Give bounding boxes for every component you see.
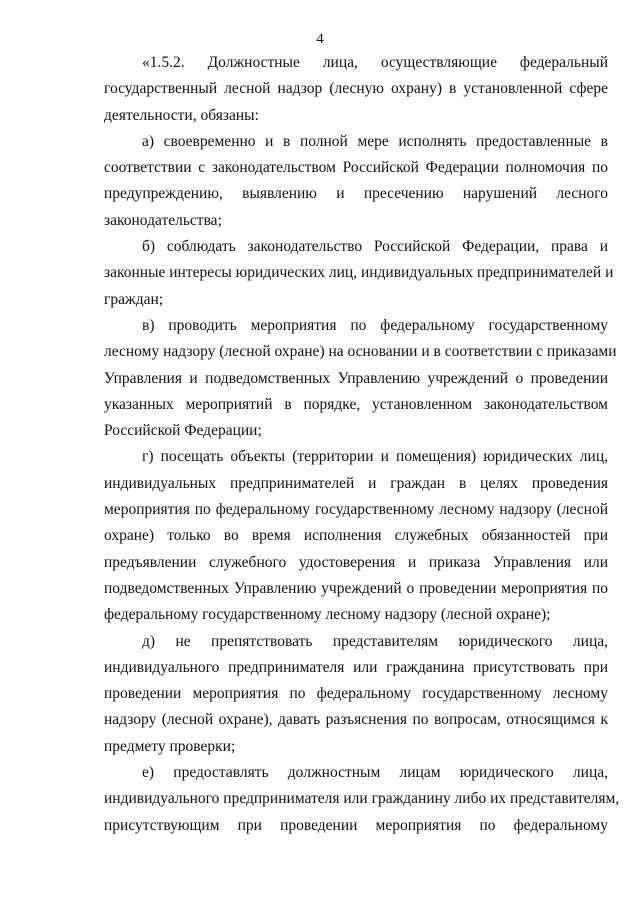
text-line: деятельности, обязаны:: [104, 106, 259, 124]
paragraph-item-d: [104, 629, 608, 760]
page-number: 4: [316, 31, 324, 47]
text-line: Российской Федерации;: [104, 422, 262, 440]
text-line: законные интересы юридических лиц, индивидуальных предпринимателей и: [104, 264, 614, 282]
text-line: индивидуальных предпринимателей и граждан в целях проведения: [104, 474, 608, 492]
text-line: лесному надзору (лесной охране) на основании и в соответствии с приказами: [104, 343, 617, 361]
text-line: предъявлении служебного удостоверения и приказа Управления или: [104, 553, 608, 571]
text-line: а) своевременно и в полной мере исполнять предоставленные в: [142, 132, 608, 150]
text-line: соответствии с законодательством Российской Федерации полномочия по: [104, 159, 608, 177]
paragraph-item-b: [104, 234, 614, 313]
text-line: Управления и подведомственных Управлению учреждений о проведении: [104, 369, 608, 387]
document-body: [104, 50, 620, 839]
text-line: охране) только во время исполнения служебных обязанностей при: [104, 527, 608, 545]
paragraph-1-5-2: [104, 50, 608, 129]
text-line: индивидуального предпринимателя или гражданина присутствовать при: [104, 658, 608, 676]
text-line: указанных мероприятий в порядке, установленном законодательством: [104, 395, 608, 413]
text-line: в) проводить мероприятия по федеральному государственному: [142, 316, 608, 334]
text-line: федеральному государственному лесному надзору (лесной охране);: [104, 606, 551, 624]
paragraph-item-v: [104, 313, 617, 444]
text-line: г) посещать объекты (территории и помещения) юридических лиц,: [142, 448, 608, 466]
paragraph-item-e: [104, 760, 620, 839]
text-line: мероприятия по федеральному государственному лесному надзору (лесной: [104, 501, 608, 519]
paragraph-item-g: [104, 444, 608, 628]
text-line: индивидуального предпринимателя или гражданину либо их представителям,: [104, 790, 620, 808]
text-line: д) не препятствовать представителям юридического лица,: [142, 632, 608, 650]
text-line: надзору (лесной охране), давать разъяснения по вопросам, относящимся к: [104, 711, 608, 729]
text-line: предупреждению, выявлению и пресечению нарушений лесного: [104, 185, 608, 203]
text-line: законодательства;: [104, 211, 222, 229]
text-line: граждан;: [104, 290, 164, 308]
paragraph-item-a: [104, 129, 608, 234]
text-line: б) соблюдать законодательство Российской Федерации, права и: [142, 238, 608, 256]
text-line: «1.5.2. Должностные лица, осуществляющие федеральный: [142, 54, 608, 71]
text-line: присутствующим при проведении мероприятия по федеральному: [104, 816, 608, 834]
text-line: проведении мероприятия по федеральному государственному лесному: [104, 685, 608, 703]
text-line: предмету проверки;: [104, 737, 236, 755]
text-line: подведомственных Управлению учреждений о проведении мероприятия по: [104, 579, 608, 597]
text-line: государственный лесной надзор (лесную охрану) в установленной сфере: [104, 80, 608, 98]
text-line: е) предоставлять должностным лицам юридического лица,: [142, 764, 608, 782]
